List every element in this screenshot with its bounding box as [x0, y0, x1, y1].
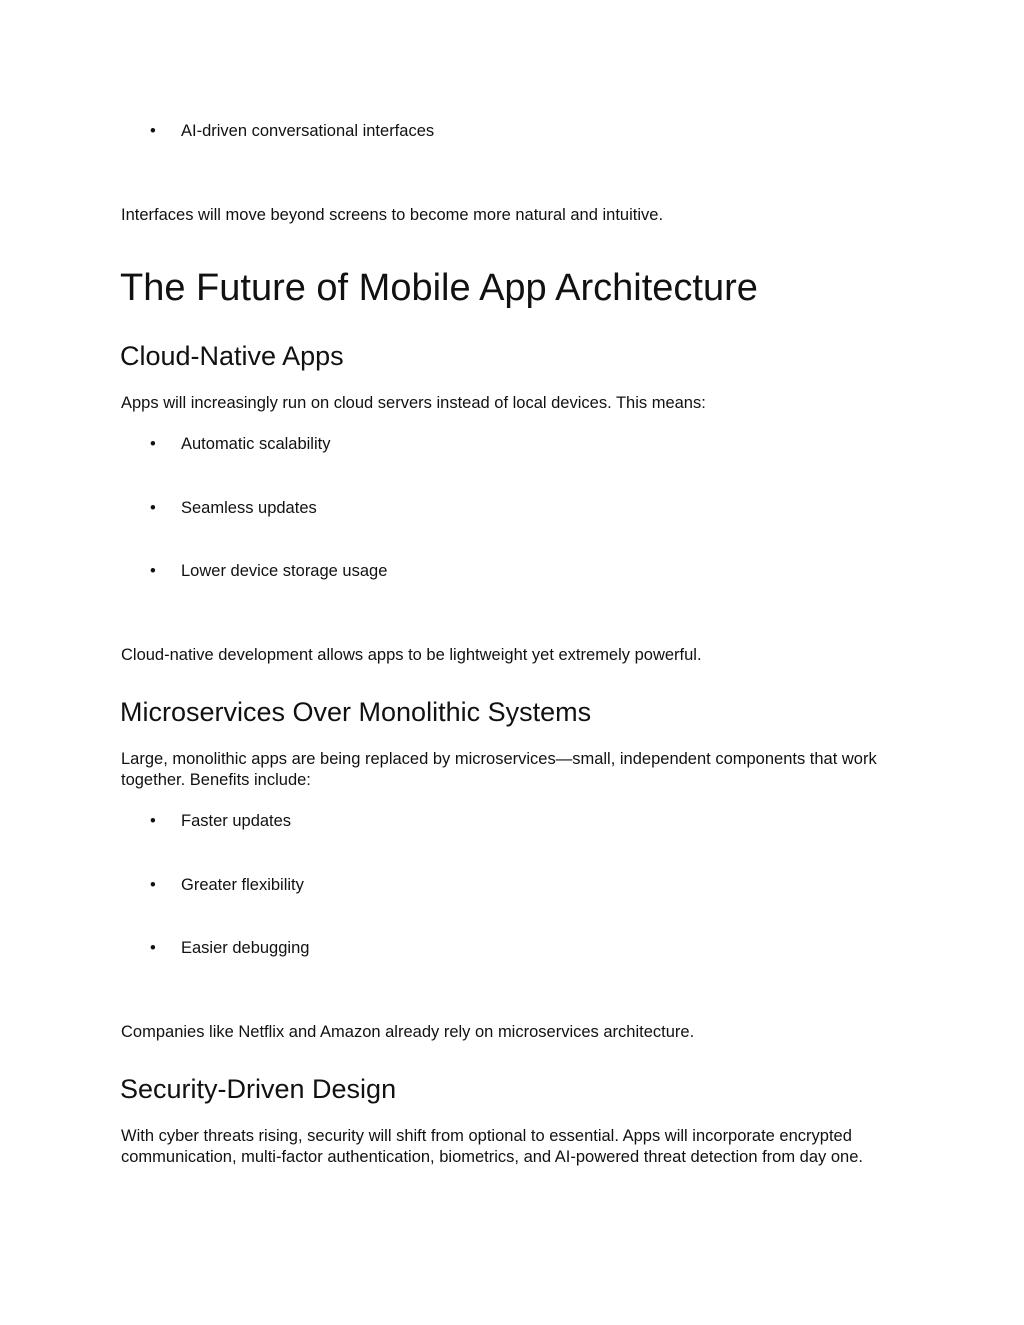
- paragraph: Cloud-native development allows apps to be lightweight yet extremely powerful.: [121, 646, 702, 664]
- section-heading: Security-Driven Design: [120, 1074, 397, 1104]
- page-title: The Future of Mobile App Architecture: [120, 267, 758, 309]
- section-heading: Microservices Over Monolithic Systems: [120, 697, 592, 727]
- paragraph: Companies like Netflix and Amazon already rely on microservices architecture.: [121, 1023, 695, 1041]
- list-item: • Seamless updates: [181, 498, 317, 519]
- list-item: • AI-driven conversational interfaces: [181, 121, 434, 142]
- list-item: • Easier debugging: [181, 938, 309, 959]
- list-item: • Lower device storage usage: [181, 561, 387, 582]
- paragraph: With cyber threats rising, security will shift from optional to essential. Apps will incorporate encrypted communication, multi-factor authentication, biometrics, and AI-powered threat detection from day one.: [121, 1127, 863, 1166]
- list-item: • Greater flexibility: [181, 875, 304, 896]
- list-item: • Automatic scalability: [181, 434, 330, 455]
- list-item: • Faster updates: [181, 811, 291, 832]
- paragraph: Large, monolithic apps are being replaced by microservices—small, independent components that work together. Benefits include:: [121, 750, 877, 789]
- paragraph: Apps will increasingly run on cloud servers instead of local devices. This means:: [121, 394, 706, 412]
- section-heading: Cloud-Native Apps: [120, 341, 344, 371]
- paragraph: Interfaces will move beyond screens to become more natural and intuitive.: [121, 206, 664, 224]
